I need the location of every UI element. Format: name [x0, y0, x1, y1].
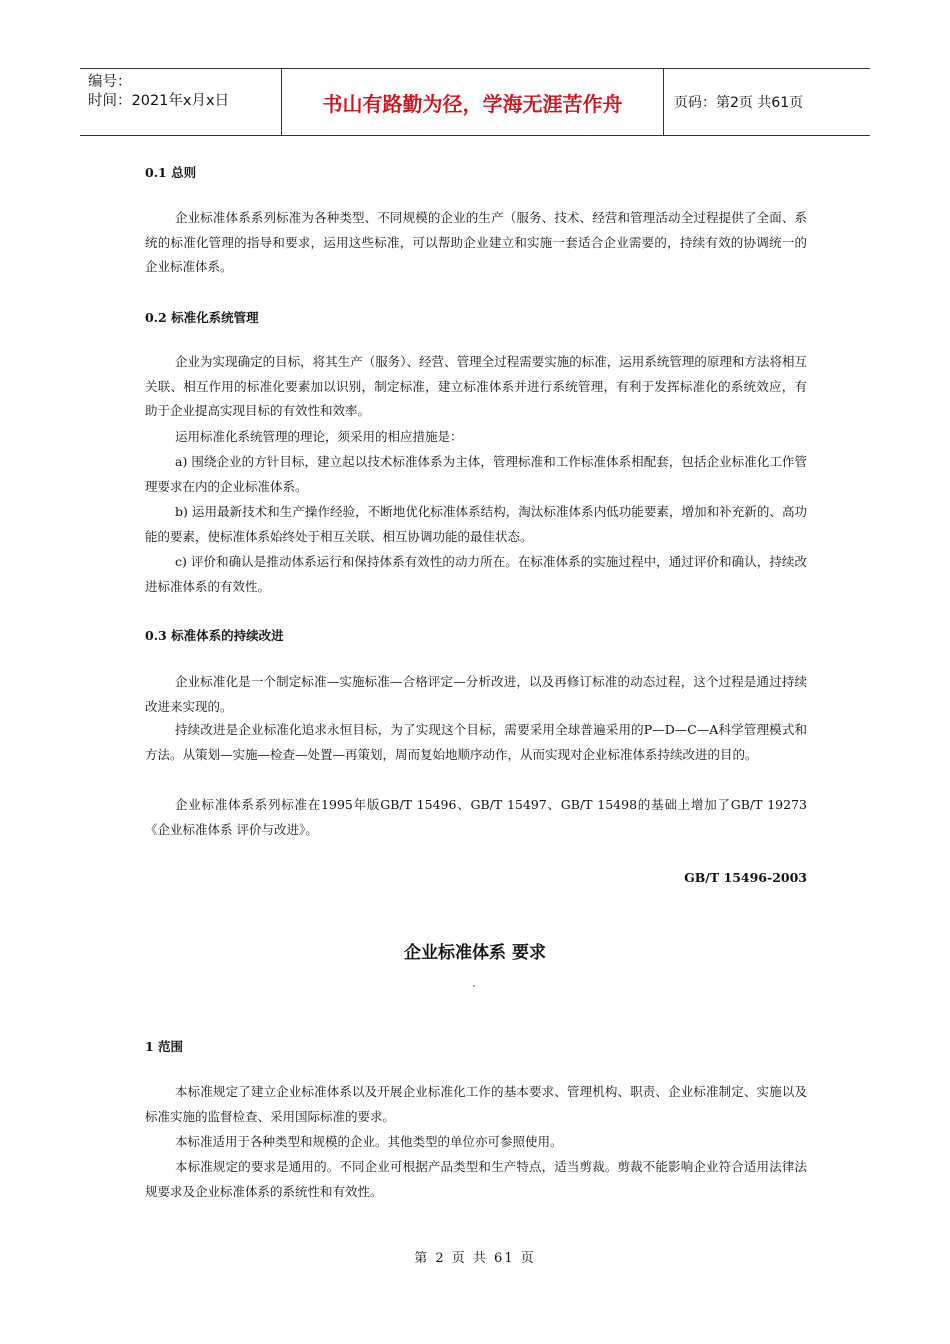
- paragraph: 企业标准体系系列标准在1995年版GB/T 15496、GB/T 15497、GB/T 15498的基础上增加了GB/T 19273《企业标准体系 评价与改进》。: [145, 797, 807, 837]
- paragraph: 持续改进是企业标准化追求永恒目标，为了实现这个目标，需要采用全球普遍采用的P—D—C—A科学管理模式和方法。从策划—实施—检查—处置—再策划，周而复始地顺序动作，从而实现对企业标准体系持续改进的目的。: [145, 722, 807, 762]
- list-item-a: a) 围绕企业的方针目标，建立起以技术标准体系为主体，管理标准和工作标准体系相配套，包括企业标准化工作管理要求在内的企业标准体系。: [145, 454, 807, 494]
- standard-code: GB/T 15496-2003: [684, 870, 807, 885]
- section-title-0-3: 0.3 标准体系的持续改进: [145, 628, 284, 643]
- section-title-1: 1 范围: [145, 1039, 184, 1054]
- document-title: 企业标准体系 要求: [404, 943, 546, 963]
- list-item-b: b) 运用最新技术和生产操作经验，不断地优化标准体系结构，淘汰标准体系内低功能要素，增加和补充新的、高功能的要素，使标准体系始终处于相互关联、相互协调功能的最佳状态。: [145, 504, 807, 544]
- paragraph: 企业标准体系系列标准为各种类型、不同规模的企业的生产（服务、技术、经营和管理活动全过程提供了全面、系统的标准化管理的指导和要求，运用这些标准，可以帮助企业建立和实施一套适合企业需要的，持续有效的协调统一的企业标准体系。: [145, 210, 807, 274]
- paragraph: 企业为实现确定的目标，将其生产（服务）、经营、管理全过程需要实施的标准，运用系统管理的原理和方法将相互关联、相互作用的标准化要素加以识别，制定标准，建立标准体系并进行系统管理，有利于发挥标准化的系统效应，有助于企业提高实现目标的有效性和效率。: [145, 354, 807, 418]
- page-footer: 第 2 页 共 61 页: [414, 1251, 536, 1266]
- decorative-dot: [473, 985, 475, 987]
- paragraph: 运用标准化系统管理的理论，须采用的相应措施是：: [175, 429, 463, 444]
- list-item-c: c) 评价和确认是推动体系运行和保持体系有效性的动力所在。在标准体系的实施过程中，通过评价和确认，持续改进标准体系的有效性。: [145, 554, 807, 594]
- page-header: [80, 68, 870, 136]
- paragraph: 本标准规定的要求是通用的。不同企业可根据产品类型和生产特点，适当剪裁。剪裁不能影响企业符合适用法律法规要求及企业标准体系的系统性和有效性。: [145, 1159, 807, 1199]
- paragraph: 本标准规定了建立企业标准体系以及开展企业标准化工作的基本要求、管理机构、职责、企业标准制定、实施以及标准实施的监督检查、采用国际标准的要求。: [145, 1084, 807, 1124]
- paragraph: 本标准适用于各种类型和规模的企业。其他类型的单位亦可参照使用。: [175, 1134, 563, 1149]
- header-motto: 书山有路勤为径，学海无涯苦作舟: [282, 69, 664, 135]
- number-label: 编号：: [88, 74, 132, 90]
- header-page-info: 页码：第2页 共61页: [674, 95, 804, 111]
- paragraph: 企业标准化是一个制定标准—实施标准—合格评定—分析改进，以及再修订标准的动态过程，这个过程是通过持续改进来实现的。: [145, 674, 807, 714]
- section-title-0-1: 0.1 总则: [145, 165, 197, 180]
- date-label: 时间：2021年x月x日: [88, 93, 230, 109]
- header-meta: [80, 69, 282, 135]
- section-title-0-2: 0.2 标准化系统管理: [145, 310, 259, 325]
